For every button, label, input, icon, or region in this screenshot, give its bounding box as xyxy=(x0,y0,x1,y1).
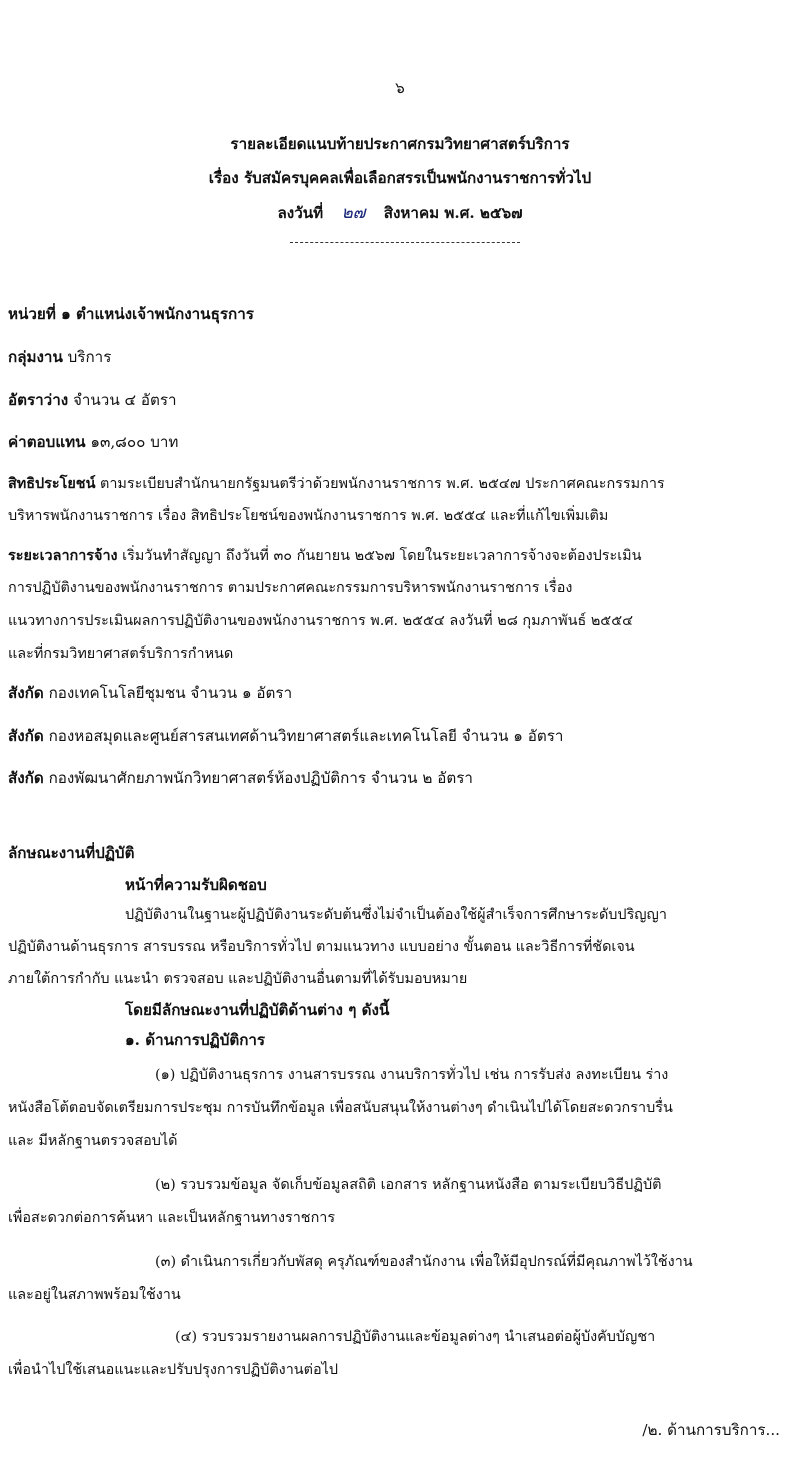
duration-line-3: แนวทางการประเมินผลการปฏิบัติงานของพนักงานราชการ พ.ศ. ๒๕๕๔ ลงวันที่ ๒๘ กุมภาพันธ์ ๒๕๕๔ xyxy=(8,613,633,629)
duration-line-2: การปฏิบัติงานของพนักงานราชการ ตามประกาศคณะกรรมการบริหารพนักงานราชการ เรื่อง xyxy=(8,580,573,596)
intro-line-2: ปฏิบัติงานด้านธุรการ สารบรรณ หรือบริการทั่วไป ตามแนวทาง แบบอย่าง ขั้นตอน และวิธีการที่ชัดเจน xyxy=(8,939,635,955)
affiliation-1 xyxy=(8,683,292,704)
vacancy-label: อัตราว่าง xyxy=(8,391,69,409)
item-3-line-2: และอยู่ในสภาพพร้อมใช้งาน xyxy=(8,1287,181,1303)
intro-line-3: ภายใต้การกำกับ แนะนำ ตรวจสอบ และปฏิบัติงานอื่นตามที่ได้รับมอบหมาย xyxy=(8,971,468,987)
affiliation-value: กองเทคโนโลยีชุมชน จำนวน ๑ อัตรา xyxy=(43,684,293,702)
continuation-note: /๒. ด้านการบริการ... xyxy=(642,1421,780,1439)
affiliation-value: กองพัฒนาศักยภาพนักวิทยาศาสตร์ห้องปฏิบัติการ จำนวน ๒ อัตรา xyxy=(43,769,473,787)
pay-row xyxy=(8,432,178,453)
responsibility-title: หน้าที่ความรับผิดชอบ xyxy=(125,876,267,894)
item-2-line-1: (๒) รวบรวมข้อมูล จัดเก็บข้อมูลสถิติ เอกสาร หลักฐานหนังสือ ตามระเบียบวิธีปฏิบัติ xyxy=(155,1177,662,1193)
item-4-line-2: เพื่อนำไปใช้เสนอแนะและปรับปรุงการปฏิบัติงานต่อไป xyxy=(8,1362,338,1378)
vacancy-value: จำนวน ๔ อัตรา xyxy=(68,391,177,409)
item-3-line-1: (๓) ดำเนินการเกี่ยวกับพัสดุ ครุภัณฑ์ของสำนักงาน เพื่อให้มีอุปกรณ์ที่มีคุณภาพไว้ใช้งาน xyxy=(155,1254,693,1270)
affiliation-2 xyxy=(8,726,563,747)
header-divider xyxy=(290,242,520,243)
benefit-text-1: ตามระเบียบสำนักนายกรัฐมนตรีว่าด้วยพนักงานราชการ พ.ศ. ๒๕๔๗ ประกาศคณะกรรมการ xyxy=(95,476,665,492)
duration-line-4: และที่กรมวิทยาศาสตร์บริการกำหนด xyxy=(8,646,234,662)
page-number: ๖ xyxy=(395,79,405,97)
group-value: บริการ xyxy=(62,348,112,366)
item-1-line-3: และ มีหลักฐานตรวจสอบได้ xyxy=(8,1133,178,1149)
item-1-line-1: (๑) ปฏิบัติงานธุรการ งานสารบรรณ งานบริการทั่วไป เช่น การรับส่ง ลงทะเบียน ร่าง xyxy=(155,1067,669,1083)
pay-value: ๑๓,๘๐๐ บาท xyxy=(85,433,179,451)
affiliation-3 xyxy=(8,768,473,789)
affiliation-label: สังกัด xyxy=(8,684,44,702)
duration-label: ระยะเวลาการจ้าง xyxy=(8,547,118,564)
handwritten-date-day: ๒๗ xyxy=(341,203,366,223)
date-suffix: สิงหาคม พ.ศ. ๒๕๖๗ xyxy=(383,204,523,222)
benefit-line-2: บริหารพนักงานราชการ เรื่อง สิทธิประโยชน์ของพนักงานราชการ พ.ศ. ๒๕๕๔ และที่แก้ไขเพิ่มเติม xyxy=(8,508,609,524)
operations-title: ๑. ด้านการปฏิบัติการ xyxy=(125,1031,266,1049)
duties-section-title: ลักษณะงานที่ปฏิบัติ xyxy=(8,844,135,862)
vacancy-row xyxy=(8,390,177,411)
affiliation-label: สังกัด xyxy=(8,727,44,745)
benefit-label: สิทธิประโยชน์ xyxy=(8,475,96,492)
benefit-line-1 xyxy=(8,474,665,494)
pay-label: ค่าตอบแทน xyxy=(8,433,86,451)
unit-title: หน่วยที่ ๑ ตำแหน่งเจ้าพนักงานธุรการ xyxy=(8,305,254,323)
group-label: กลุ่มงาน xyxy=(8,348,63,366)
item-4-line-1: (๔) รวบรวมรายงานผลการปฏิบัติงานและข้อมูลต่างๆ นำเสนอต่อผู้บังคับบัญชา xyxy=(175,1329,656,1345)
header-line-2: เรื่อง รับสมัครบุคคลเพื่อเลือกสรรเป็นพนักงานราชการทั่วไป xyxy=(208,169,592,187)
item-2-line-2: เพื่อสะดวกต่อการค้นหา และเป็นหลักฐานทางราชการ xyxy=(8,1210,336,1226)
affiliation-value: กองหอสมุดและศูนย์สารสนเทศด้านวิทยาศาสตร์และเทคโนโลยี จำนวน ๑ อัตรา xyxy=(43,727,564,745)
header-line-1: รายละเอียดแนบท้ายประกาศกรมวิทยาศาสตร์บริการ xyxy=(230,135,570,153)
header-date xyxy=(0,202,800,225)
item-1-line-2: หนังสือโต้ตอบจัดเตรียมการประชุม การบันทึกข้อมูล เพื่อสนับสนุนให้งานต่างๆ ดำเนินไปได้โดยสะดวกราบรื่น xyxy=(8,1100,673,1116)
date-prefix: ลงวันที่ xyxy=(277,204,324,222)
duration-line-1 xyxy=(8,546,641,566)
intro-line-1: ปฏิบัติงานในฐานะผู้ปฏิบัติงานระดับต้นซึ่งไม่จำเป็นต้องใช้ผู้สำเร็จการศึกษาระดับปริญญา xyxy=(125,907,667,923)
group-row xyxy=(8,347,111,368)
duration-text-1: เริ่มวันทำสัญญา ถึงวันที่ ๓๐ กันยายน ๒๕๖๗ โดยในระยะเวลาการจ้างจะต้องประเมิน xyxy=(117,548,642,564)
main-characteristics-title: โดยมีลักษณะงานที่ปฏิบัติด้านต่าง ๆ ดังนี้ xyxy=(125,1001,390,1019)
affiliation-label: สังกัด xyxy=(8,769,44,787)
